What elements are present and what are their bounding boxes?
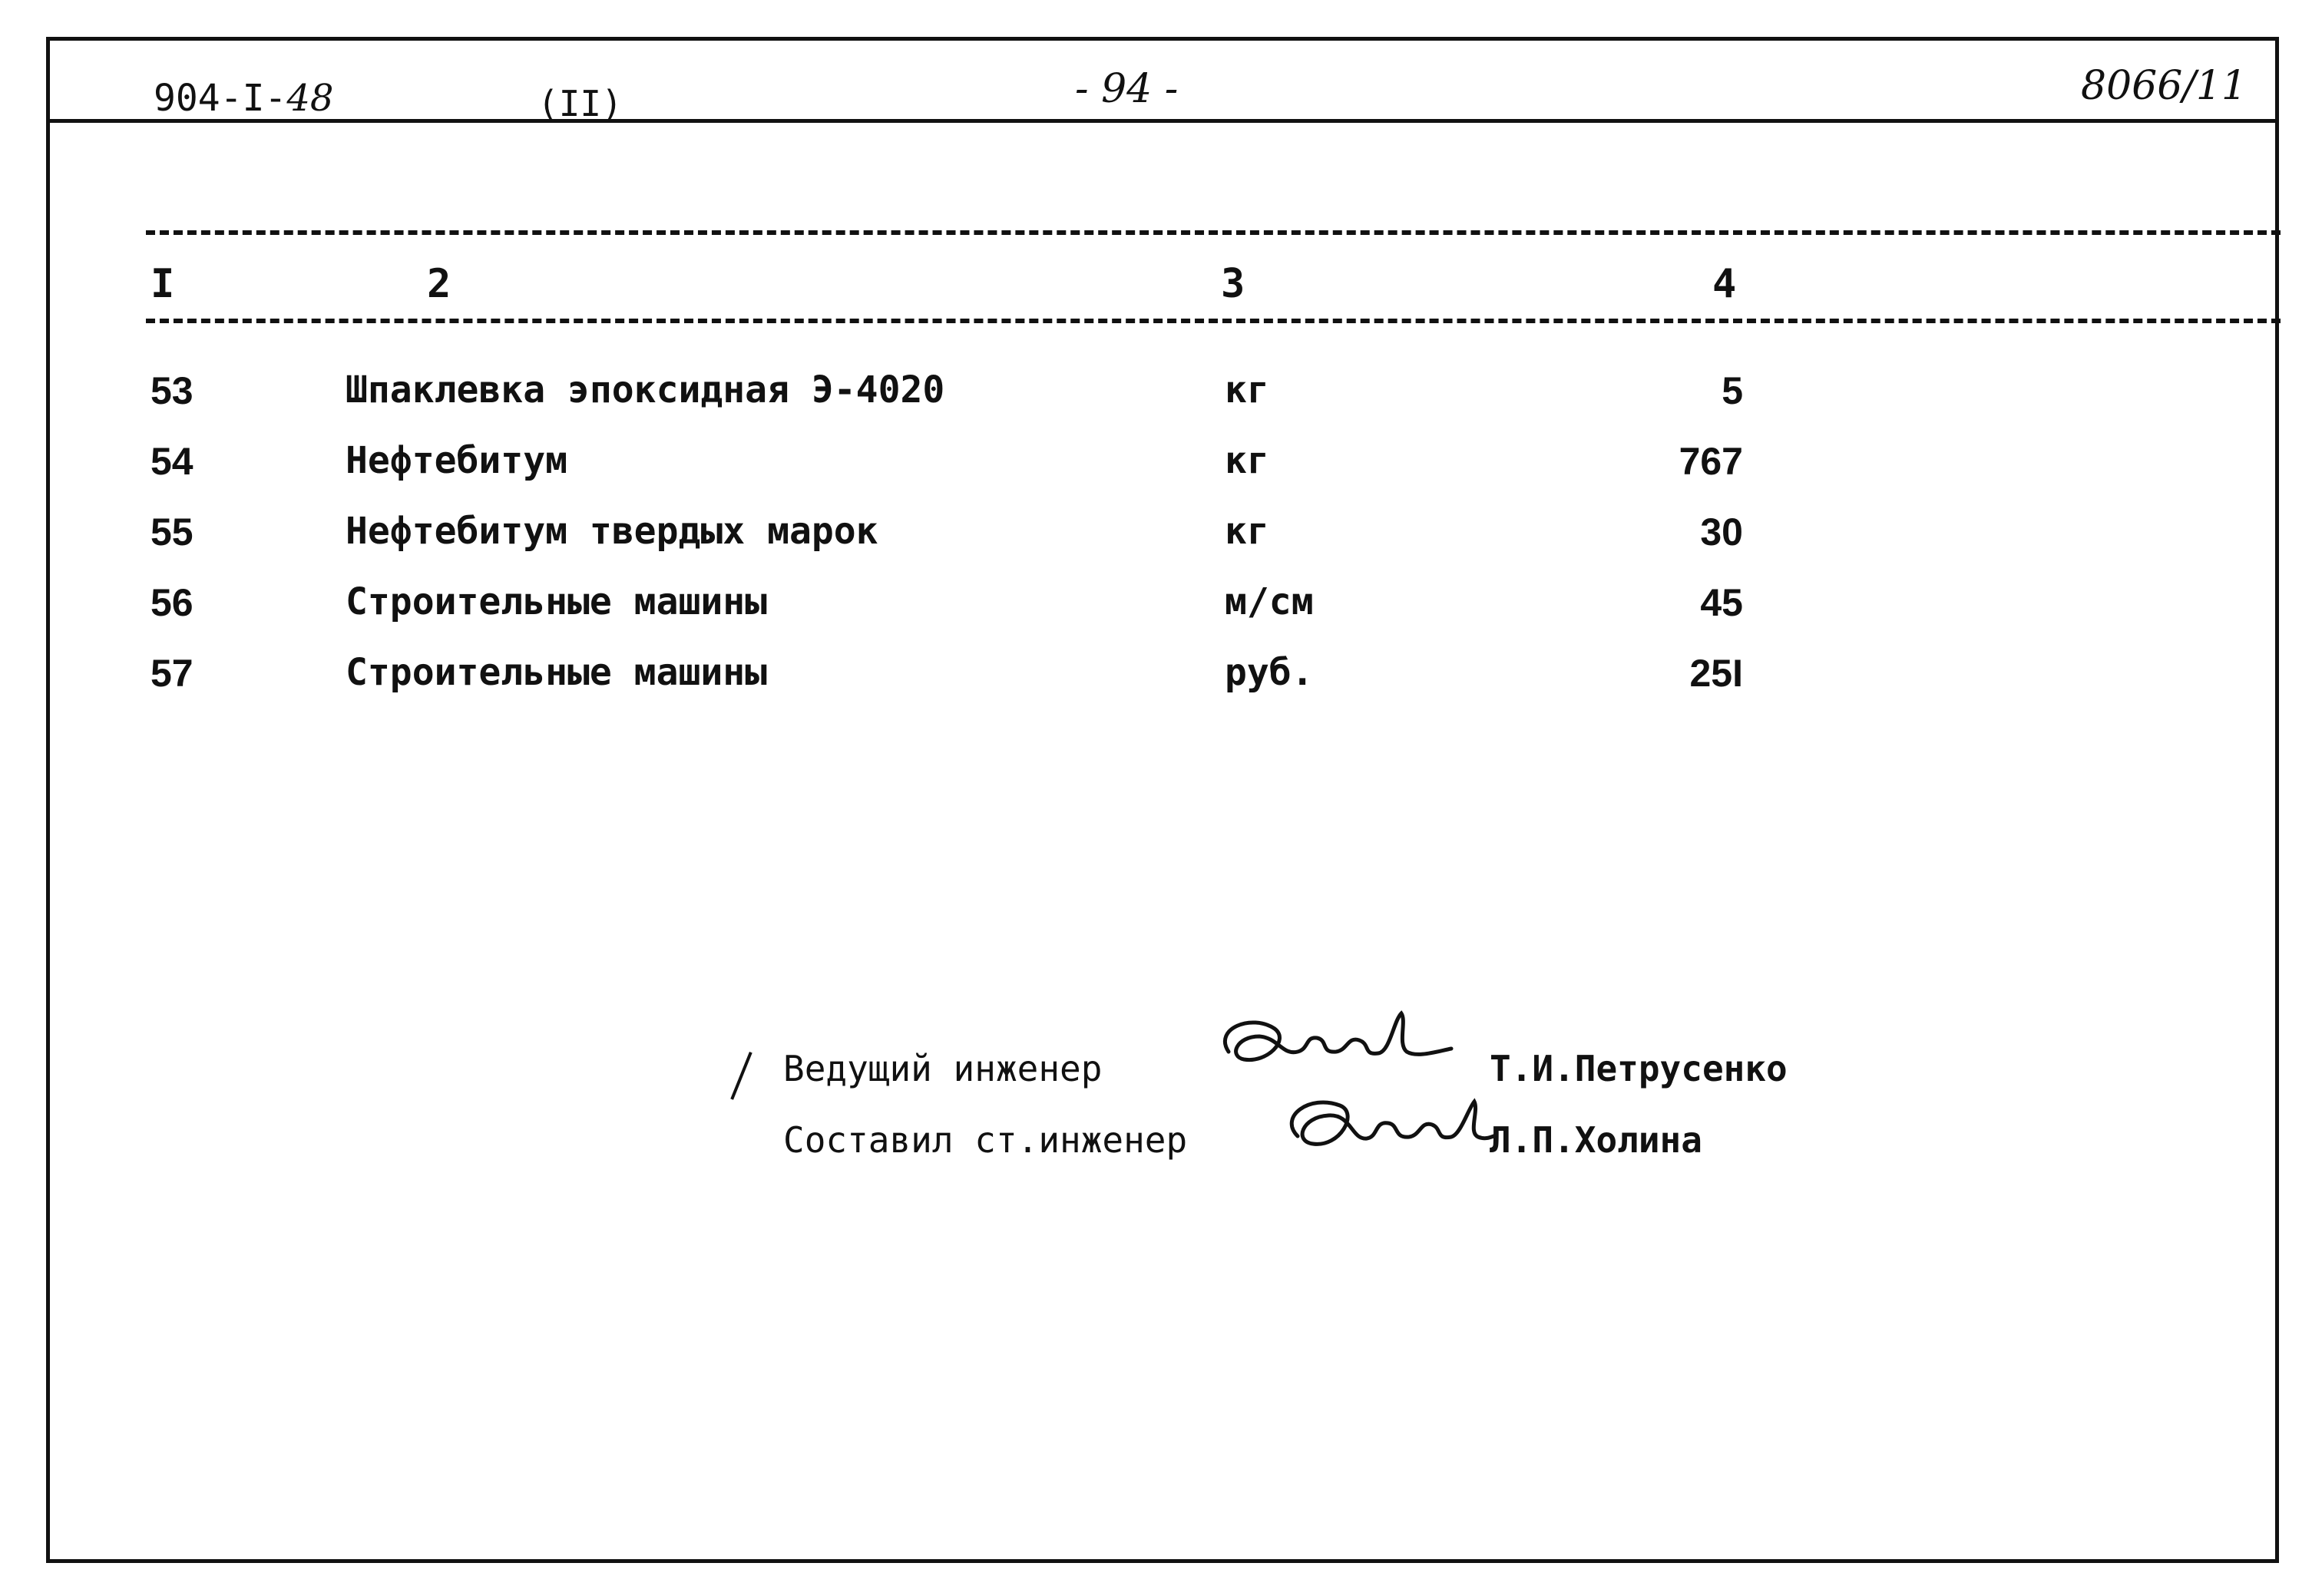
material-name: Нефтебитум — [346, 439, 567, 482]
unit: руб. — [1225, 651, 1314, 694]
header-rule — [46, 119, 2279, 123]
row-number: 53 — [150, 369, 193, 412]
column-header-3: 3 — [1221, 261, 1245, 307]
unit: м/см — [1225, 580, 1314, 623]
column-header-1: I — [150, 261, 175, 307]
quantity: 45 — [1700, 581, 1743, 624]
signatory-role: Составил ст.инженер — [783, 1119, 1188, 1161]
handwritten-signature-lead — [1206, 998, 1459, 1090]
quantity: 30 — [1700, 511, 1743, 553]
handwritten-signature-compiler — [1267, 1079, 1497, 1171]
table-row — [0, 368, 2312, 422]
table-row — [0, 651, 2312, 705]
signatory-role: Ведущий инженер — [783, 1048, 1103, 1089]
document-code: 904-I-48 — [154, 77, 334, 120]
row-number: 57 — [150, 652, 193, 695]
row-number: 55 — [150, 511, 193, 553]
unit: кг — [1225, 439, 1269, 482]
quantity: 25I — [1689, 652, 1743, 695]
section-label: (II) — [537, 83, 623, 124]
unit: кг — [1225, 368, 1269, 411]
quantity: 5 — [1722, 369, 1743, 412]
signatory-name: Т.И.Петрусенко — [1490, 1048, 1788, 1089]
column-header-4: 4 — [1712, 261, 1737, 307]
quantity: 767 — [1679, 440, 1743, 483]
table-row — [0, 510, 2312, 563]
unit: кг — [1225, 510, 1269, 553]
column-header-2: 2 — [427, 261, 451, 307]
table-row — [0, 439, 2312, 493]
material-name: Строительные машины — [346, 651, 768, 694]
material-name: Строительные машины — [346, 580, 768, 623]
row-number: 56 — [150, 581, 193, 624]
material-name: Нефтебитум твердых марок — [346, 510, 878, 553]
table-row — [0, 580, 2312, 634]
signatory-name: Л.П.Холина — [1490, 1119, 1702, 1161]
page-number: - 94 - — [1075, 66, 1179, 112]
row-number: 54 — [150, 440, 193, 483]
sheet-number: 8066/11 — [2081, 63, 2248, 109]
table-top-rule — [146, 230, 2281, 235]
page-frame — [46, 37, 2279, 1563]
table-header-rule — [146, 319, 2281, 323]
material-name: Шпаклевка эпоксидная Э-4020 — [346, 368, 945, 411]
